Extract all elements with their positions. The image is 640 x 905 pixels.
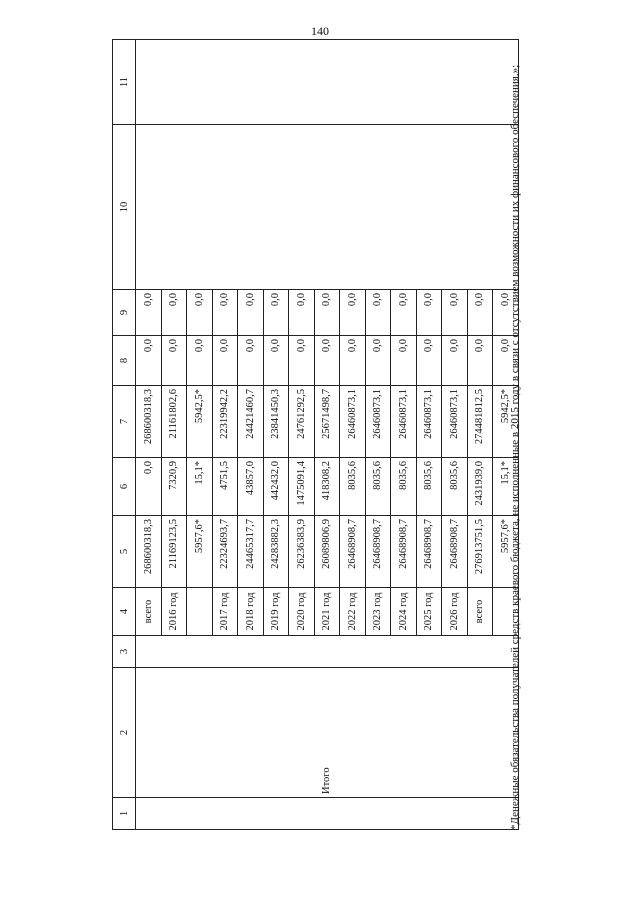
column-number: 11 (113, 40, 136, 125)
col8-cell: 0,0 (391, 336, 417, 386)
rotated-table-page (112, 40, 572, 830)
col8-cell: 0,0 (442, 336, 468, 386)
col9-cell: 0,0 (365, 290, 391, 336)
column-number: 2 (113, 668, 136, 798)
col8-cell: 0,0 (136, 336, 162, 386)
col7-cell: 26460873,1 (365, 386, 391, 458)
col6-cell: 4751,5 (212, 458, 238, 516)
col9-cell: 0,0 (212, 290, 238, 336)
column-number-row (113, 40, 136, 830)
cell-col3 (136, 636, 519, 668)
col5-cell: 26089806,9 (314, 516, 340, 588)
col9-cell: 0,0 (263, 290, 289, 336)
col7-cell: 24761292,5 (289, 386, 315, 458)
col6-cell: 442432,0 (263, 458, 289, 516)
col6-cell: 418308,2 (314, 458, 340, 516)
col7-cell: 268600318,3 (136, 386, 162, 458)
col5-cell: 22324693,7 (212, 516, 238, 588)
col7-cell: 26460873,1 (391, 386, 417, 458)
column-number: 5 (113, 516, 136, 588)
year-cell: 2019 год (263, 588, 289, 636)
col9-cell: 0,0 (161, 290, 187, 336)
col5-cell: 26468908,7 (340, 516, 366, 588)
col7-cell: 24421460,7 (238, 386, 264, 458)
year-cell: 2018 год (238, 588, 264, 636)
col9-cell: 0,0 (314, 290, 340, 336)
page-number: 140 (311, 24, 329, 38)
col8-cell: 0,0 (493, 336, 519, 386)
col9-cell: 0,0 (493, 290, 519, 336)
year-cell (187, 588, 213, 636)
col8-cell: 0,0 (340, 336, 366, 386)
col7-cell: 5942,5* (187, 386, 213, 458)
col9-cell: 0,0 (467, 290, 493, 336)
year-cell: 2026 год (442, 588, 468, 636)
year-cell: 2017 год (212, 588, 238, 636)
column-number: 9 (113, 290, 136, 336)
col7-cell: 23841450,3 (263, 386, 289, 458)
column-number: 4 (113, 588, 136, 636)
col5-cell: 5957,6* (187, 516, 213, 588)
col6-cell: 8035,6 (416, 458, 442, 516)
col7-cell: 274481812,5 (467, 386, 493, 458)
col8-cell: 0,0 (187, 336, 213, 386)
column-number: 8 (113, 336, 136, 386)
col7-cell: 26460873,1 (442, 386, 468, 458)
cell-col1 (136, 798, 519, 830)
col7-cell: 26460873,1 (340, 386, 366, 458)
column-number: 1 (113, 798, 136, 830)
col6-cell: 15,1* (493, 458, 519, 516)
col9-cell: 0,0 (187, 290, 213, 336)
col5-cell: 26236383,9 (289, 516, 315, 588)
col9-cell: 0,0 (238, 290, 264, 336)
col8-cell: 0,0 (263, 336, 289, 386)
col5-cell: 24465317,7 (238, 516, 264, 588)
col6-cell: 8035,6 (442, 458, 468, 516)
footnote: *Денежные обязательства получателей средств краевого бюджета, не исполненные в 2015 году в связи с отсутствием возможности их финансового обеспечения.»; (509, 64, 521, 830)
column-number: 3 (113, 636, 136, 668)
budget-table (112, 39, 519, 830)
year-cell: 2022 год (340, 588, 366, 636)
year-cell: 2024 год (391, 588, 417, 636)
col8-cell: 0,0 (238, 336, 264, 386)
year-cell: 2023 год (365, 588, 391, 636)
col5-cell: 26468908,7 (442, 516, 468, 588)
col5-cell: 268600318,3 (136, 516, 162, 588)
year-cell: 2021 год (314, 588, 340, 636)
year-cell: всего (467, 588, 493, 636)
col8-cell: 0,0 (365, 336, 391, 386)
col6-cell: 8035,6 (365, 458, 391, 516)
cell-col11 (136, 40, 519, 125)
col7-cell: 21161802,6 (161, 386, 187, 458)
col8-cell: 0,0 (289, 336, 315, 386)
col5-cell: 26468908,7 (391, 516, 417, 588)
col8-cell: 0,0 (416, 336, 442, 386)
column-number: 7 (113, 386, 136, 458)
year-cell: 2020 год (289, 588, 315, 636)
col6-cell: 8035,6 (340, 458, 366, 516)
col5-cell: 21169123,5 (161, 516, 187, 588)
year-cell: 2016 год (161, 588, 187, 636)
itogo-label: Итого (136, 668, 519, 798)
year-cell: 2025 год (416, 588, 442, 636)
column-number: 6 (113, 458, 136, 516)
col5-cell: 5957,6* (493, 516, 519, 588)
col9-cell: 0,0 (340, 290, 366, 336)
col6-cell: 1475091,4 (289, 458, 315, 516)
col7-cell: 26460873,1 (416, 386, 442, 458)
col9-cell: 0,0 (416, 290, 442, 336)
col7-cell: 22319942,2 (212, 386, 238, 458)
col5-cell: 26468908,7 (365, 516, 391, 588)
col6-cell: 2431939,0 (467, 458, 493, 516)
col9-cell: 0,0 (391, 290, 417, 336)
col7-cell: 25671498,7 (314, 386, 340, 458)
col8-cell: 0,0 (212, 336, 238, 386)
col8-cell: 0,0 (161, 336, 187, 386)
col8-cell: 0,0 (467, 336, 493, 386)
col8-cell: 0,0 (314, 336, 340, 386)
col6-cell: 0,0 (136, 458, 162, 516)
table-body (136, 40, 519, 830)
col5-cell: 276913751,5 (467, 516, 493, 588)
col9-cell: 0,0 (136, 290, 162, 336)
col9-cell: 0,0 (442, 290, 468, 336)
col6-cell: 15,1* (187, 458, 213, 516)
year-cell: всего (136, 588, 162, 636)
col7-cell: 5942,5* (493, 386, 519, 458)
col6-cell: 7320,9 (161, 458, 187, 516)
col6-cell: 8035,6 (391, 458, 417, 516)
col5-cell: 24283882,3 (263, 516, 289, 588)
cell-col10 (136, 125, 519, 290)
col5-cell: 26468908,7 (416, 516, 442, 588)
table-row (136, 40, 162, 830)
column-number: 10 (113, 125, 136, 290)
col9-cell: 0,0 (289, 290, 315, 336)
col6-cell: 43857,0 (238, 458, 264, 516)
